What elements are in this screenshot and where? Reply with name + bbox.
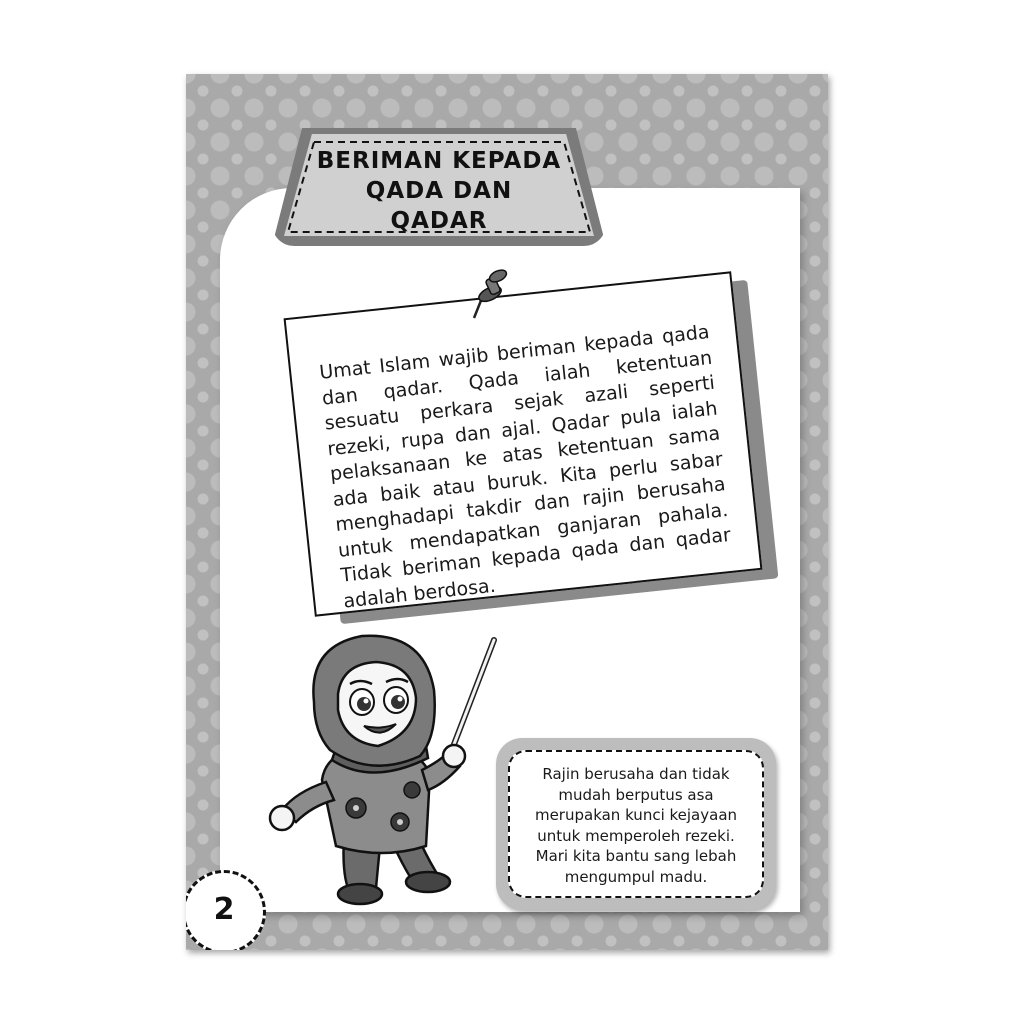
- worksheet-page: [186, 74, 828, 950]
- girl-pointer-illustration: [252, 610, 522, 910]
- note-body-text: Umat Islam wajib beriman kepada qada dan qadar. Qada ialah ketentuan sesuatu perkara sejak azali seperti rezeki, rupa dan ajal. Qadar pula ialah pelaksanaan ke atas ketentuan sama ada baik atau buruk. Kita perlu sabar menghadapi takdir dan rajin berusaha untuk mendapatkan ganjaran pahala. Tidak beriman kepada qada dan qadar adalah berdosa.: [318, 320, 732, 613]
- tip-text: Rajin berusaha dan tidak mudah berputus asa merupakan kunci kejayaan untuk memperoleh rezeki. Mari kita bantu sang lebah mengumpul madu.: [534, 765, 738, 886]
- page-number: 2: [213, 892, 235, 927]
- note-card: [284, 271, 763, 616]
- page-title: BERIMAN KEPADA QADA DAN QADAR: [316, 148, 562, 234]
- push-pin-icon: [466, 268, 510, 320]
